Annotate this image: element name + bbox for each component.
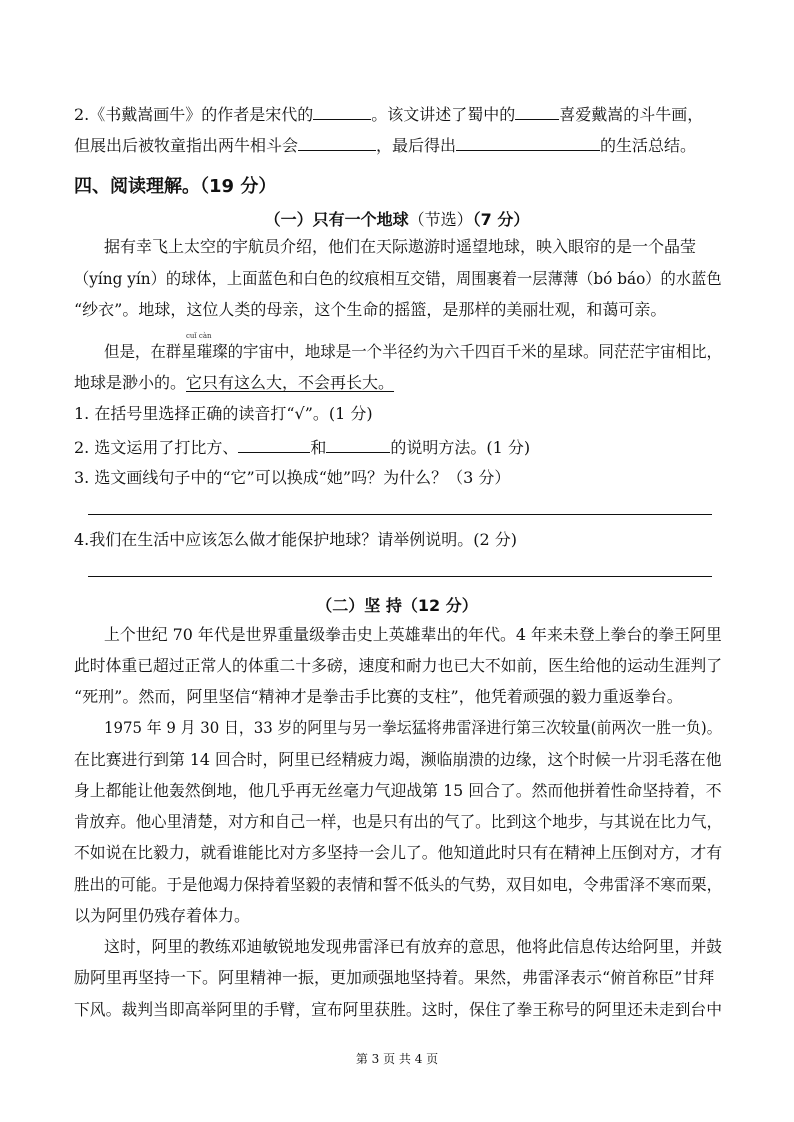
answer-blank[interactable] xyxy=(515,103,559,120)
passage-1-line: 据有幸飞上太空的宇航员介绍，他们在天际遨游时遥望地球，映入眼帘的是一个晶莹 xyxy=(104,237,697,256)
underlined-sentence: 它只有这么大，不会再长大。 xyxy=(186,373,395,392)
answer-blank[interactable] xyxy=(326,436,390,453)
question-4: 4.我们在生活中应该怎么做才能保护地球？请举例说明。(2 分) xyxy=(74,530,518,549)
passage-2-heading: （二）坚 持（12 分） xyxy=(316,596,478,615)
pinyin-annotation: cuǐ càn xyxy=(186,332,212,340)
question-1: 1. 在括号里选择正确的读音打“√”。(1 分) xyxy=(74,404,373,423)
passage-2-line: 身上都能让他轰然倒地，他几乎再无丝毫力气迎战第 15 回合了。然而他拼着性命坚持着，不 xyxy=(74,781,722,800)
passage-1-line: 地球是渺小的。它只有这么大，不会再长大。 xyxy=(74,373,395,392)
passage-2-line: 下风。裁判当即高举阿里的手臂，宣布阿里获胜。这时，保住了拳王称号的阿里还未走到台中 xyxy=(74,1000,723,1019)
answer-blank[interactable] xyxy=(238,436,310,453)
passage-2-line: 在比赛进行到第 14 回合时，阿里已经精疲力竭，濒临崩溃的边缘，这个时候一片羽毛落在他 xyxy=(74,750,722,769)
passage-2-line: 1975 年 9 月 30 日，33 岁的阿里与另一拳坛猛将弗雷泽进行第三次较量(前两次一胜一负)。 xyxy=(104,718,722,737)
passage-1-heading: （一）只有一个地球（节选）（7 分） xyxy=(264,210,530,229)
passage-2-line: 不如说在比毅力，就看谁能比对方多坚持一会儿了。他知道此时只有在精神上压倒对方，才有 xyxy=(74,843,723,862)
passage-1-line: （yíng yín）的球体，上面蓝色和白色的纹痕相互交错，周围裹着一层薄薄（bó báo）的水蓝色 xyxy=(74,269,722,288)
passage-2-line: 这时，阿里的教练邓迪敏锐地发现弗雷泽已有放弃的意思，他将此信息传达给阿里，并鼓 xyxy=(104,937,723,956)
answer-blank[interactable] xyxy=(456,134,600,151)
answer-blank[interactable] xyxy=(313,103,371,120)
passage-2-line: 此时体重已超过正常人的体重二十多磅，速度和耐力也已大不如前，医生给他的运动生涯判了 xyxy=(74,656,723,675)
passage-2-line: 肯放弃。他心里清楚，对方和自己一样，也是只有出的气了。比到这个地步，与其说在比力气， xyxy=(74,812,723,831)
question-3: 3. 选文画线句子中的“它”可以换成“她”吗？为什么？（3 分） xyxy=(74,468,511,487)
passage-2-line: 以为阿里仍残存着体力。 xyxy=(74,906,251,925)
passage-1-line: 但是，在群星璀璨的宇宙中，地球是一个半径约为六千四百千米的星球。同茫茫宇宙相比， xyxy=(104,342,722,361)
passage-2-line: “死刑”。然而，阿里坚信“精神才是拳击手比赛的支柱”，他凭着顽强的毅力重返拳台。 xyxy=(74,687,683,706)
passage-1-line: “纱衣”。地球，这位人类的母亲，这个生命的摇篮，是那样的美丽壮观，和蔼可亲。 xyxy=(74,300,667,319)
section-heading: 四、阅读理解。（19 分） xyxy=(74,176,277,197)
page-footer: 第 3 页 共 4 页 xyxy=(355,1052,439,1066)
answer-blank[interactable] xyxy=(298,134,376,151)
passage-2-line: 胜出的可能。于是他竭力保持着坚毅的表情和誓不低头的气势，双目如电，令弗雷泽不寒而栗， xyxy=(74,875,723,894)
passage-2-line: 上个世纪 70 年代是世界重量级拳击史上英雄辈出的年代。4 年来未登上拳台的拳王阿里 xyxy=(104,625,722,644)
question-2: 2. 选文运用了打比方、 和 的说明方法。(1 分) xyxy=(74,438,531,457)
question-2-line-1: 2.《书戴嵩画牛》的作者是宋代的 。该文讲述了蜀中的 喜爱戴嵩的斗牛画， xyxy=(74,105,704,124)
answer-line[interactable] xyxy=(88,514,712,515)
passage-2-line: 励阿里再坚持一下。阿里精神一振，更加顽强地坚持着。果然，弗雷泽表示“俯首称臣”甘拜 xyxy=(74,968,715,987)
answer-line[interactable] xyxy=(88,576,712,577)
question-2-line-2: 但展出后被牧童指出两牛相斗会 ，最后得出 的生活总结。 xyxy=(74,136,697,155)
